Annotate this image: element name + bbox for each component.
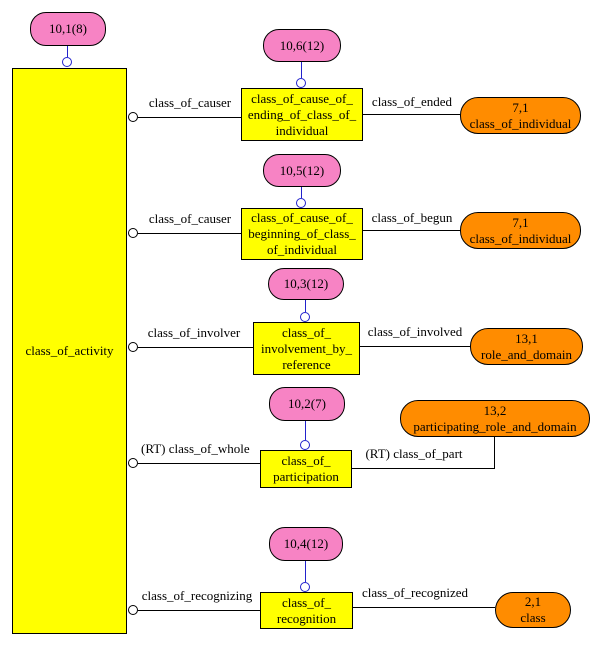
row1-entity-line2: ending_of_class_of_ [247, 106, 357, 122]
row1-external-ref-number: 7,1 [512, 99, 529, 115]
row1-left-relation-label: class_of_causer [148, 95, 232, 110]
row3-left-relation-label: class_of_involver [147, 325, 241, 340]
row3-entity-line3: reference [282, 356, 331, 372]
row4-ref-connector-line [305, 421, 306, 440]
activity-entity-label: class_of_activity [25, 343, 114, 358]
row2-right-relation-label: class_of_begun [371, 210, 453, 225]
row3-right-relation-label: class_of_involved [367, 324, 463, 339]
row3-entity-line1: class_of_ [281, 324, 332, 340]
row3-ref-connector-line [305, 300, 306, 312]
row4-page-ref-bubble [269, 387, 345, 421]
row3-entity-line2: involvement_by_ [261, 340, 352, 356]
row5-right-relation-line [353, 607, 495, 608]
row3-right-relation-line [360, 346, 470, 347]
row2-left-port-circle-icon [128, 228, 138, 238]
activity-ref-connector-line [67, 46, 68, 57]
row1-page-ref-label: 10,6(12) [279, 37, 325, 53]
row1-ref-port-circle-icon [296, 78, 306, 88]
row1-external-ref-name: class_of_individual [469, 115, 572, 131]
row4-external-ref-name: participating_role_and_domain [413, 418, 577, 434]
row5-external-ref-number: 2,1 [524, 594, 542, 609]
row1-left-port-circle-icon [128, 112, 138, 122]
row4-left-port-circle-icon [128, 458, 138, 468]
row2-ref-connector-line [301, 187, 302, 198]
row4-right-relation-label: (RT) class_of_part [365, 446, 463, 461]
row5-right-relation-label: class_of_recognized [361, 585, 469, 600]
activity-entity-box [12, 68, 127, 634]
row4-page-ref-label: 10,2(7) [288, 396, 326, 411]
row1-entity-line3: individual [275, 122, 329, 138]
row2-external-ref-name: class_of_individual [469, 230, 572, 246]
row3-external-ref-box [470, 328, 583, 365]
row4-external-ref-box [400, 400, 590, 437]
row3-external-ref-number: 13,1 [515, 330, 538, 346]
row1-left-relation-line [138, 117, 241, 118]
row3-left-port-circle-icon [128, 342, 138, 352]
row5-entity-line2: recognition [276, 610, 337, 626]
row3-external-ref-name: role_and_domain [481, 346, 572, 362]
row5-entity-box [260, 592, 353, 629]
row3-ref-port-circle-icon [300, 312, 310, 322]
row2-entity-line1: class_of_cause_of_ [251, 210, 353, 225]
row2-external-ref-box [460, 212, 581, 249]
row5-page-ref-bubble [269, 527, 343, 561]
row5-external-ref-box [495, 592, 571, 628]
row2-entity-line2: beginning_of_class_ [248, 226, 356, 241]
row3-entity-box [253, 322, 360, 375]
row4-entity-line1: class_of_ [281, 453, 331, 468]
row1-right-relation-label: class_of_ended [371, 94, 453, 109]
row2-external-ref-number: 7,1 [512, 214, 529, 230]
row4-left-relation-line [138, 463, 260, 464]
row1-right-relation-line [363, 114, 460, 115]
row2-entity-line3: of_individual [266, 242, 338, 257]
row3-page-ref-bubble [268, 268, 344, 300]
activity-page-ref-label: 10,1(8) [49, 21, 87, 36]
row2-page-ref-label: 10,5(12) [279, 162, 325, 178]
row4-right-relation-line [352, 468, 495, 469]
row1-page-ref-bubble [263, 29, 341, 62]
row4-entity-line2: participation [273, 469, 339, 484]
row2-left-relation-label: class_of_causer [148, 211, 232, 226]
row4-right-relation-elbow-line [494, 437, 495, 468]
row2-entity-box [241, 208, 363, 260]
row2-page-ref-bubble [263, 154, 341, 187]
row3-left-relation-line [138, 347, 253, 348]
row5-left-port-circle-icon [128, 605, 138, 615]
row2-left-relation-line [138, 233, 241, 234]
row5-ref-port-circle-icon [300, 582, 310, 592]
row2-ref-port-circle-icon [296, 198, 306, 208]
row1-entity-line1: class_of_cause_of_ [251, 90, 353, 106]
row4-external-ref-number: 13,2 [483, 402, 507, 418]
activity-ref-port-circle-icon [62, 57, 72, 67]
row1-external-ref-box [460, 97, 581, 134]
row5-left-relation-line [138, 610, 260, 611]
activity-page-ref-bubble [30, 12, 106, 46]
row4-entity-box [260, 450, 352, 488]
row4-ref-port-circle-icon [300, 440, 310, 450]
row1-entity-box [241, 88, 363, 141]
row5-external-ref-name: class [520, 610, 546, 625]
row5-ref-connector-line [305, 561, 306, 582]
row4-left-relation-label: (RT) class_of_whole [141, 441, 250, 456]
row5-left-relation-label: class_of_recognizing [141, 588, 253, 603]
row1-ref-connector-line [301, 62, 302, 78]
row5-entity-line1: class_of_ [281, 594, 332, 610]
row5-page-ref-label: 10,4(12) [283, 536, 329, 551]
row2-right-relation-line [363, 230, 460, 231]
row3-page-ref-label: 10,3(12) [283, 276, 329, 291]
